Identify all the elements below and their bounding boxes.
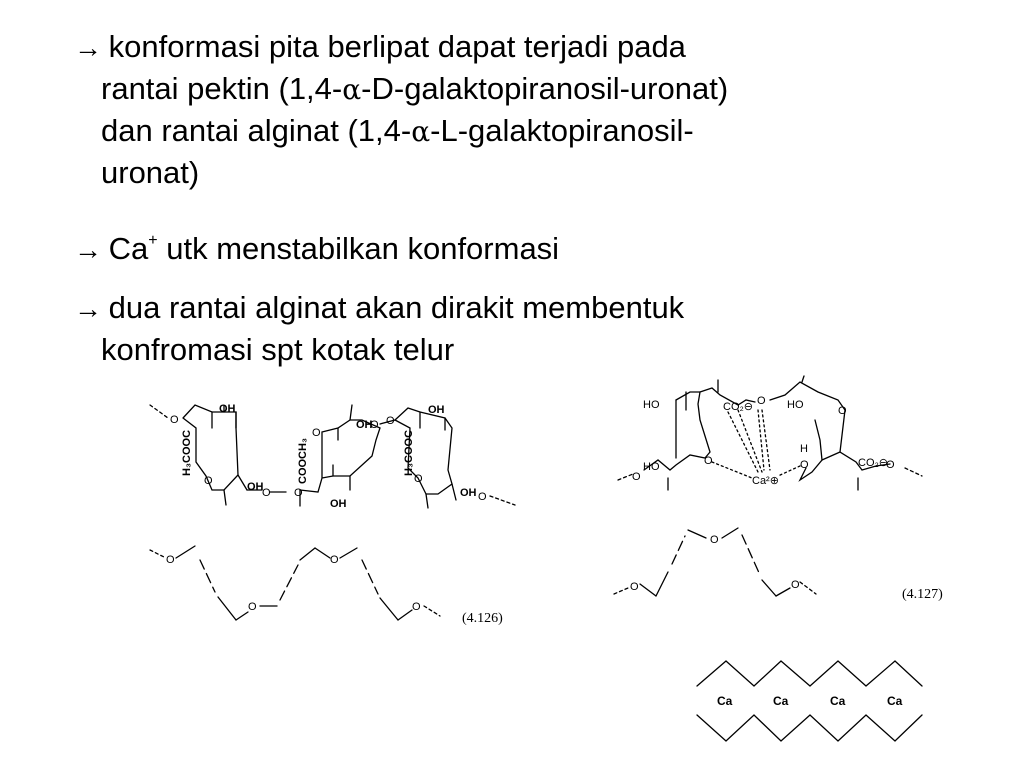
bullet-2-sup: + [148, 232, 158, 249]
hydroxyl-label: HO [787, 399, 804, 411]
hydroxyl-label: HO [643, 461, 660, 473]
ester-label: H₃COOC [181, 429, 193, 476]
carboxylate-label: CO₂⊖ [723, 401, 753, 413]
bullet-2-post: utk menstabilkan konformasi [157, 231, 560, 266]
ester-label: H₃COOC [403, 429, 415, 476]
arrow-icon: → [74, 32, 102, 63]
bullet-1-line-2-pre: rantai pektin (1,4- [101, 71, 343, 106]
egg-box-calcium-label: Ca [773, 694, 789, 708]
bullet-1-line-1: konformasi pita berlipat dapat terjadi pada [108, 29, 686, 64]
hydroxyl-label: OH [219, 403, 236, 415]
chain-oxygen: O [330, 554, 339, 566]
arrow-icon: → [74, 234, 102, 265]
alpha-symbol: α [411, 115, 431, 148]
hydroxyl-label: HO [643, 399, 660, 411]
egg-box-calcium-label: Ca [830, 694, 846, 708]
pectin-ring-oxygen: O [204, 475, 213, 487]
alginate-structure [618, 376, 922, 490]
bullet-1-line-4: uronat) [101, 155, 200, 190]
hydroxyl-label: OH [356, 419, 373, 431]
bullet-1-line-3-post: -L-galaktopiranosil- [430, 113, 694, 148]
chain-oxygen: O [630, 581, 639, 593]
arrow-icon: → [74, 293, 102, 324]
hydroxyl-label: OH [428, 404, 445, 416]
pectin-link-oxygen: O [262, 487, 271, 499]
alginate-link-oxygen: O [632, 471, 641, 483]
bullet-2-pre: Ca [108, 231, 149, 266]
hydrogen-label: H [800, 443, 808, 455]
hydroxyl-label: OH [460, 487, 477, 499]
calcium-ion-label: Ca²⊕ [752, 475, 779, 487]
alginate-ring-oxygen: O [704, 455, 713, 467]
pectin-link-oxygen: O [294, 487, 303, 499]
pectin-ring-oxygen: O [170, 414, 179, 426]
hydroxyl-label: OH [330, 498, 347, 510]
pectin-link-oxygen: O [386, 415, 395, 427]
chain-oxygen: O [710, 534, 719, 546]
chain-oxygen: O [166, 554, 175, 566]
carboxylate-label: CO₂⊖ [858, 457, 888, 469]
ester-label: COOCH₃ [297, 437, 309, 484]
hydroxyl-label: OH [247, 481, 264, 493]
bullet-3-line-2: konfromasi spt kotak telur [101, 332, 455, 367]
chain-oxygen: O [791, 579, 800, 591]
figure-4-126-caption: (4.126) [462, 611, 503, 626]
bullet-3-line-1: dua rantai alginat akan dirakit membentuk [108, 290, 685, 325]
alpha-symbol: α [342, 73, 362, 106]
alginate-ring-oxygen: O [800, 459, 809, 471]
egg-box-calcium-label: Ca [717, 694, 733, 708]
bullet-1-line-3-pre: dan rantai alginat (1,4- [101, 113, 412, 148]
pectin-ring-oxygen: O [370, 419, 379, 431]
pectin-ring-oxygen: O [312, 427, 321, 439]
pectin-zigzag-chain [150, 546, 440, 620]
pectin-ring-oxygen: O [414, 473, 423, 485]
egg-box-calcium-label: Ca [887, 694, 903, 708]
bullet-1-line-2-post: -D-galaktopiranosil-uronat) [361, 71, 729, 106]
chain-oxygen: O [412, 601, 421, 613]
figure-4-127-caption: (4.127) [902, 587, 943, 602]
alginate-link-oxygen: O [886, 459, 895, 471]
pectin-link-oxygen: O [478, 491, 487, 503]
alginate-ring-oxygen: O [838, 405, 847, 417]
alginate-ring-oxygen: O [757, 395, 766, 407]
chain-oxygen: O [248, 601, 257, 613]
